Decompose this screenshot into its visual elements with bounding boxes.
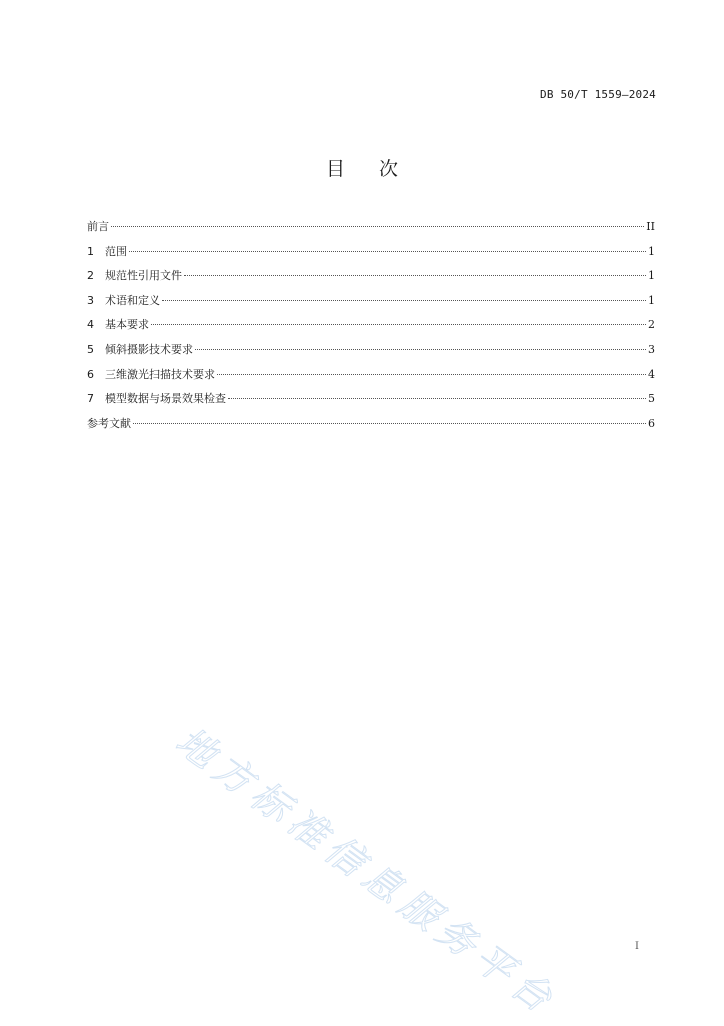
toc-entry-bibliography[interactable] [87,415,655,440]
toc-entry-label: 前言 [87,220,109,233]
page-title: 目次 [325,158,432,180]
toc-entry-foreword[interactable] [87,218,655,243]
toc-dot-leader [133,423,646,424]
toc-entry-page: 1 [648,244,655,258]
toc-dot-leader [111,226,644,227]
toc-entry-oblique-photography[interactable] [87,341,655,366]
toc-entry-terms-definitions[interactable] [87,292,655,317]
toc-dot-leader [129,251,646,252]
toc-entry-page: 2 [648,318,655,332]
watermark: 地方标准信息服务平台 [168,718,567,1025]
toc-entry-laser-scanning[interactable] [87,366,655,391]
toc-entry-normative-references[interactable] [87,267,655,292]
toc-entry-page: II [646,220,655,233]
toc-entry-label: 三维激光扫描技术要求 [105,367,215,381]
toc-entry-label: 倾斜摄影技术要求 [105,342,193,356]
toc-entry-number: 6 [87,367,94,381]
toc-entry-number: 4 [87,318,94,332]
toc-entry-number: 7 [87,392,94,406]
toc-entry-label: 基本要求 [105,318,149,332]
toc-entry-model-data-check[interactable] [87,390,655,415]
toc-entry-page: 1 [648,293,655,307]
toc-entry-number: 3 [87,293,94,307]
toc-entry-number: 2 [87,269,94,283]
toc-entry-label: 范围 [105,244,127,258]
document-code: DB 50/T 1559—2024 [540,88,656,101]
toc-entry-label: 规范性引用文件 [105,269,182,283]
toc-entry-label: 模型数据与场景效果检查 [105,392,226,406]
toc-entry-page: 5 [648,392,655,406]
toc-dot-leader [184,275,646,276]
toc-entry-basic-requirements[interactable] [87,316,655,341]
toc-entry-page: 4 [648,367,655,381]
toc-entry-label: 术语和定义 [105,293,160,307]
toc-dot-leader [217,374,646,375]
toc-entry-page: 1 [648,269,655,283]
table-of-contents [87,218,655,439]
page-number: I [635,941,639,952]
toc-entry-number: 5 [87,342,94,356]
toc-dot-leader [195,349,646,350]
toc-entry-page: 6 [648,416,655,430]
toc-entry-scope[interactable] [87,243,655,268]
toc-entry-page: 3 [648,342,655,356]
toc-entry-number: 1 [87,244,94,258]
toc-dot-leader [151,324,646,325]
toc-dot-leader [162,300,646,301]
toc-entry-label: 参考文献 [87,416,131,430]
toc-dot-leader [228,398,646,399]
